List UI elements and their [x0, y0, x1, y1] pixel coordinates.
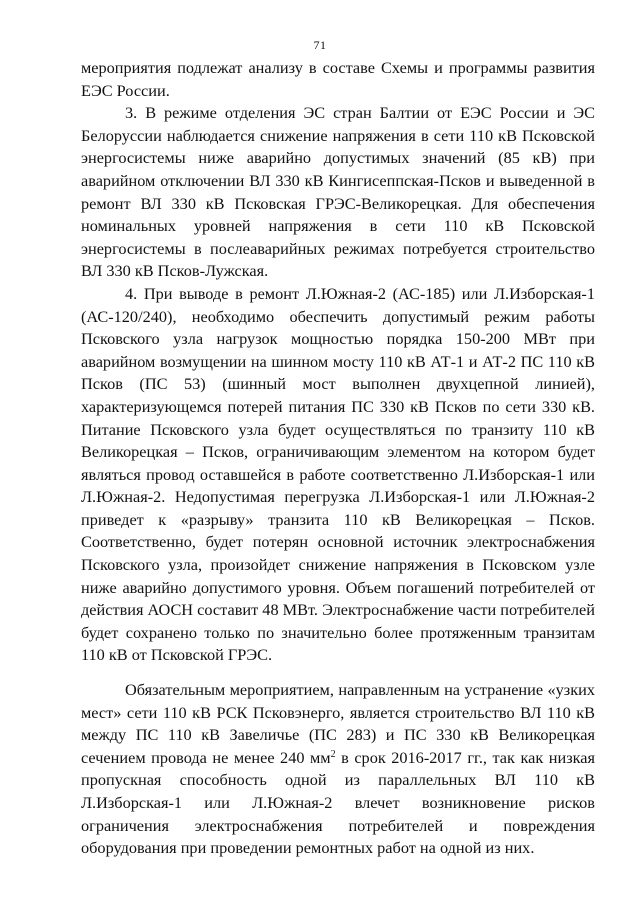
paragraph-mandatory-measure [81, 679, 595, 860]
paragraph-continuation: мероприятия подлежат анализу в составе Схемы и программы развития ЕЭС России. [81, 58, 595, 100]
page-number: 71 [313, 38, 327, 52]
paragraph-text-part-2: в срок 2016-2017 гг., так как низкая пропускная способность одной из параллельных ВЛ 110 кВ Л.Изборская-1 или Л.Южная-2 влечет возникновение рисков ограничения электроснабжения потребителей и повреждения оборудования при проведении ремонтных работ на одной из них. [81, 747, 595, 858]
document-body [81, 57, 595, 860]
paragraph-item-3: 3. В режиме отделения ЭС стран Балтии от ЕЭС России и ЭС Белоруссии наблюдается снижение напряжения в сети 110 кВ Псковской энергосистемы ниже аварийно допустимых значений (85 кВ) при аварийном отключении ВЛ 330 кВ Кингисеппская-Псков и выведенной в ремонт ВЛ 330 кВ Псковская ГРЭС-Великорецкая. Для обеспечения номинальных уровней напряжения в сети 110 кВ Псковской энергосистемы в послеаварийных режимах потребуется строительство ВЛ 330 кВ Псков-Лужская. [81, 103, 595, 281]
paragraph-text-part-1: Обязательным мероприятием, направленным на устранение «узких мест» сети 110 кВ РСК Псковэнерго, является строительство ВЛ 110 кВ между ПС 110 кВ Завеличье (ПС 283) и ПС 330 кВ Великорецкая сечением провода не менее 240 мм [81, 680, 595, 767]
paragraph-item-4: 4. При выводе в ремонт Л.Южная-2 (АС-185) или Л.Изборская-1 (АС-120/240), необходимо обеспечить допустимый режим работы Псковского узла нагрузок мощностью порядка 150-200 МВт при аварийном возмущении на шинном мосту 110 кВ АТ-1 и АТ-2 ПС 110 кВ Псков (ПС 53) (шинный мост выполнен двухцепной линией), характеризующемся потерей питания ПС 330 кВ Псков по сети 330 кВ. Питание Псковского узла будет осуществляться по транзиту 110 кВ Великорецкая – Псков, ограничивающим элементом на котором будет являться провод оставшейся в работе соответственно Л.Изборская-1 или Л.Южная-2. Недопустимая перегрузка Л.Изборская-1 или Л.Южная-2 приведет к «разрыву» транзита 110 кВ Великорецкая – Псков. Соответственно, будет потерян основной источник электроснабжения Псковского узла, произойдет снижение напряжения в Псковском узле ниже аварийно допустимого уровня. Объем погашений потребителей от действия АОСН составит 48 МВт. Электроснабжение части потребителей будет сохранено только по значительно более протяженным транзитам 110 кВ от Псковской ГРЭС. [81, 283, 595, 665]
superscript-squared: 2 [330, 748, 336, 760]
